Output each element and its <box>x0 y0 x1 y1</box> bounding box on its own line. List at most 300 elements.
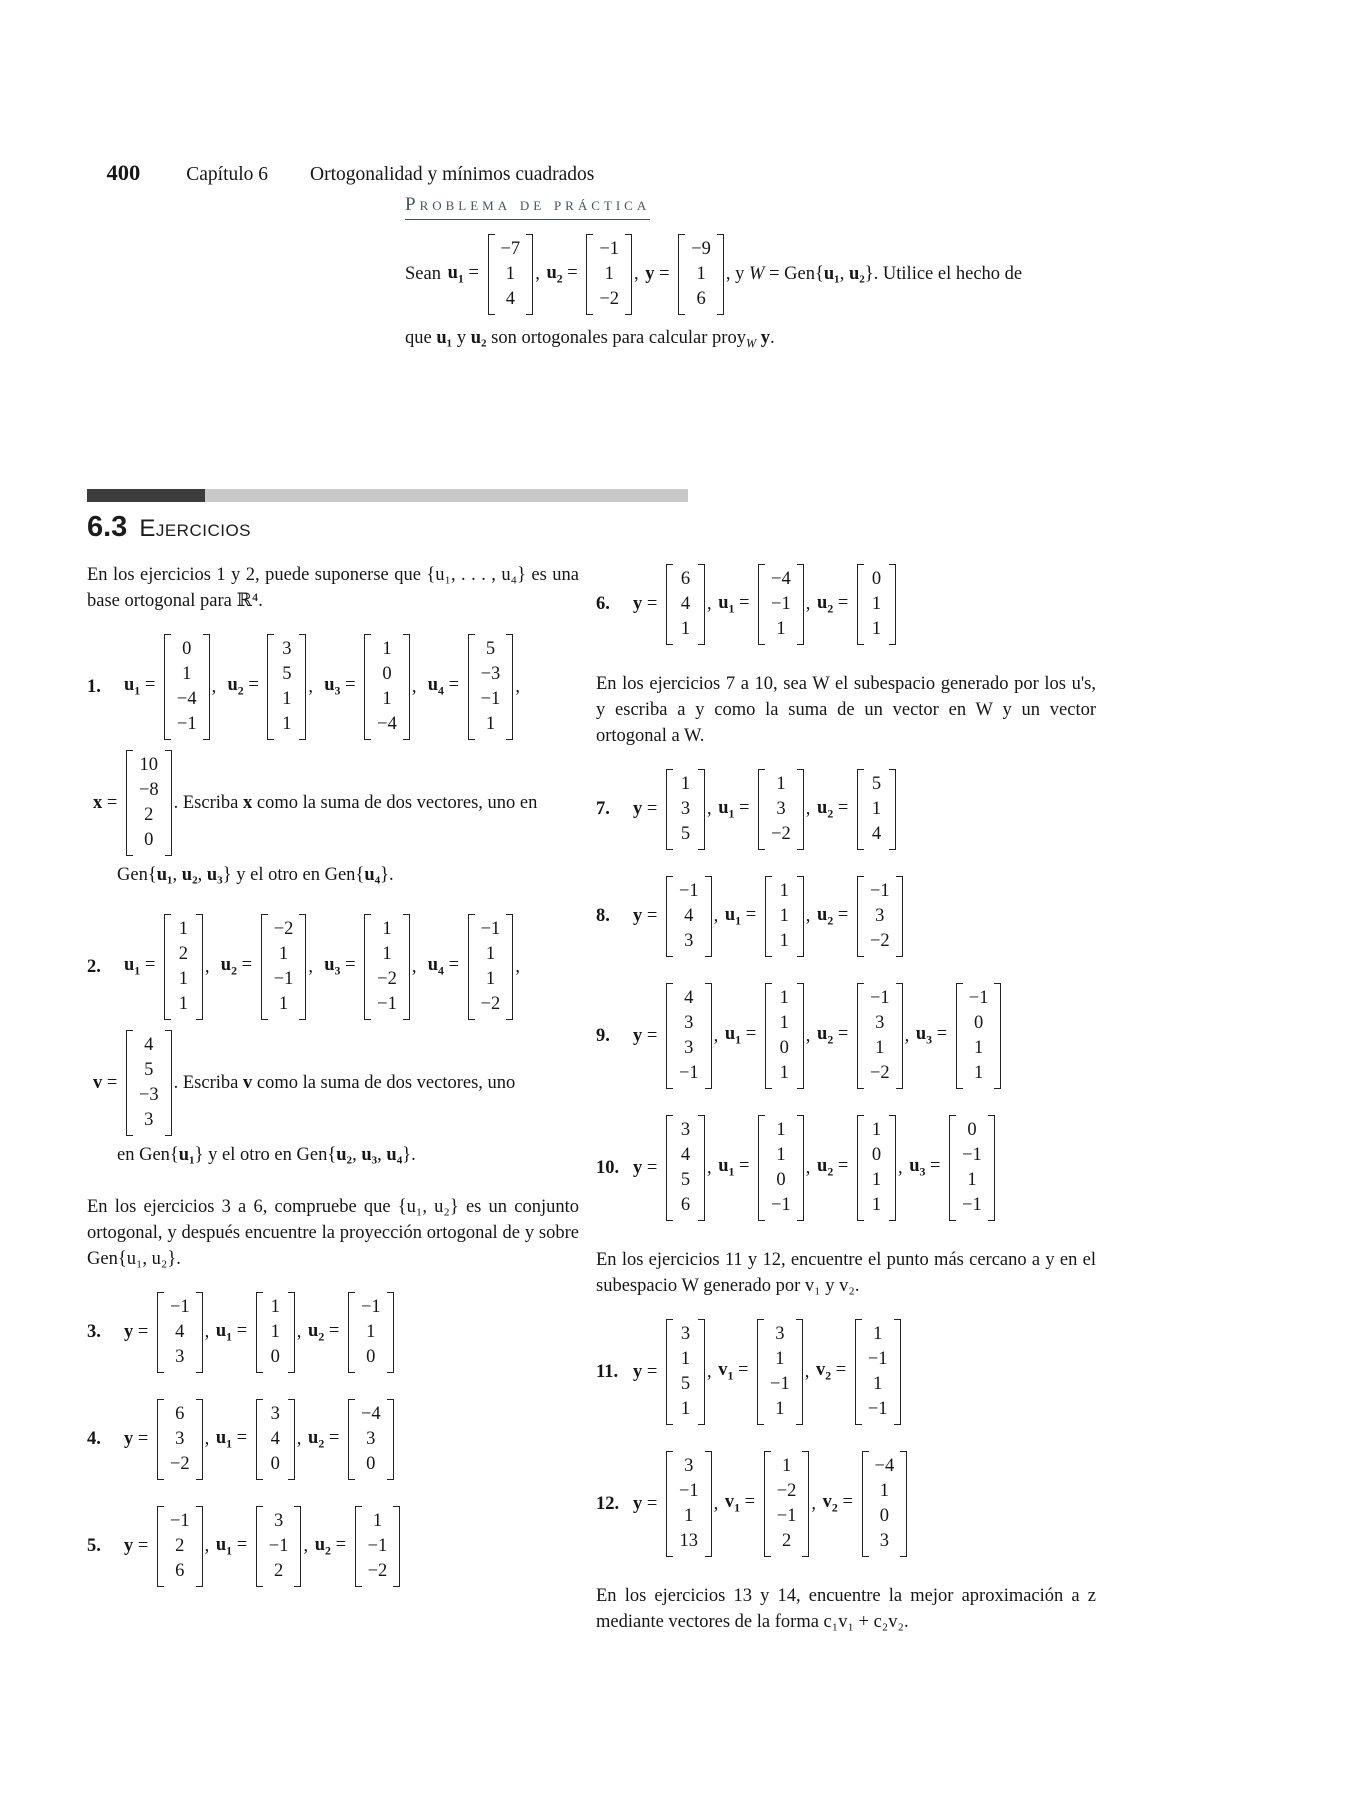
vector-entry: 5 <box>680 1374 691 1394</box>
matrix-entries <box>869 1451 901 1557</box>
vector-symbol: v <box>93 1072 103 1093</box>
vector-label <box>633 906 662 927</box>
vector-entry: 1 <box>178 919 189 939</box>
matrix-entries <box>864 876 896 957</box>
vector-entry: 1 <box>366 1322 376 1342</box>
exercise-number: 11. <box>596 1361 619 1382</box>
vector-label <box>633 1026 662 1047</box>
matrix-entries <box>355 1292 387 1373</box>
math-text: , <box>839 264 849 284</box>
text-line <box>117 1142 579 1168</box>
matrix-entries <box>956 1115 988 1221</box>
vector-subscript: 2 <box>827 1164 834 1179</box>
vector-entry: 3 <box>875 1013 885 1033</box>
left-bracket <box>364 634 371 740</box>
vector-v1 <box>725 1451 810 1557</box>
column-matrix <box>586 234 632 315</box>
vector-entry: −2 <box>480 994 501 1014</box>
math-line <box>596 769 1096 850</box>
vector-entry: 3 <box>680 799 691 819</box>
math-text: Gen{ <box>117 865 157 885</box>
matrix-entries <box>171 634 203 740</box>
vector-entry: 1 <box>871 1170 882 1190</box>
matrix-entries <box>171 914 196 1020</box>
vector-entry: 3 <box>274 1511 284 1531</box>
math-text: y <box>452 328 471 348</box>
practice-problem-heading: Problema de práctica <box>405 194 650 220</box>
matrix-entries <box>685 234 717 315</box>
right-bracket <box>506 634 513 740</box>
equals-sign: = <box>833 1024 853 1045</box>
section-heading <box>87 511 251 544</box>
vector-entry: −1 <box>771 1195 791 1215</box>
vector-subscript: 1 <box>457 271 464 286</box>
vector-symbol: u <box>124 675 135 696</box>
equals-sign: = <box>102 792 122 813</box>
matrix-entries <box>268 914 300 1020</box>
vector-entry: 1 <box>182 664 192 684</box>
matrix-entries <box>673 564 698 645</box>
vector-entry: 1 <box>776 1145 786 1165</box>
left-bracket <box>256 1506 263 1587</box>
math-text: }. <box>402 1145 416 1165</box>
vector-u1 <box>124 914 203 1020</box>
column-matrix <box>348 1399 394 1480</box>
column-matrix <box>757 1319 803 1425</box>
vector-symbol: u <box>724 904 736 925</box>
exercise-6 <box>596 564 1096 645</box>
vector-entry: 0 <box>144 830 154 850</box>
equals-sign: = <box>232 1427 252 1448</box>
math-text: , <box>204 1536 214 1556</box>
vector-entry: 5 <box>282 664 292 684</box>
vector-u2 <box>227 634 306 740</box>
equals-sign: = <box>140 675 160 696</box>
vector-u1 <box>124 634 210 740</box>
vector-entry: 4 <box>684 988 694 1008</box>
left-bracket <box>364 914 371 1020</box>
vector-u3 <box>324 914 410 1020</box>
right-bracket <box>705 983 712 1089</box>
column-matrix <box>666 983 712 1089</box>
vector-v1 <box>718 1319 803 1425</box>
math-text: , <box>352 1145 362 1165</box>
vector-label <box>633 799 662 820</box>
vector-entry: 3 <box>270 1404 280 1424</box>
math-line <box>405 234 1265 315</box>
vector-label <box>817 1156 853 1180</box>
vector-entry: 1 <box>372 1511 383 1531</box>
column-matrix <box>857 1115 896 1221</box>
vector-entry: −4 <box>360 1404 381 1424</box>
vector-label <box>816 1360 851 1384</box>
vector-label <box>817 1024 853 1048</box>
matrix-entries <box>475 634 507 740</box>
matrix-entries <box>673 1319 698 1425</box>
vector-symbol: u <box>427 955 439 976</box>
vector-entry: 1 <box>382 639 392 659</box>
vector-subscript: 1 <box>727 1368 734 1383</box>
vector-entry: −4 <box>377 714 397 734</box>
vector-subscript: 1 <box>226 1543 233 1558</box>
instructions-ex-13-14: En los ejercicios 13 y 14, encuentre la mejor aproximación a z mediante vectores de la forma c₁v₁ + c₂v₂. <box>596 1586 1096 1632</box>
vector-entry: 1 <box>776 1120 786 1140</box>
vector-entry: 1 <box>505 264 515 284</box>
matrix-entries <box>864 564 889 645</box>
vector-entry: −1 <box>480 919 501 939</box>
column-matrix <box>862 1451 908 1557</box>
right-bracket <box>988 1115 995 1221</box>
vector-symbol: u <box>308 1427 319 1448</box>
vector-entry: −2 <box>273 919 294 939</box>
right-bracket <box>994 983 1001 1089</box>
vector-entry: 13 <box>679 1531 699 1551</box>
vector-entry: 3 <box>684 1456 694 1476</box>
vector-entry: 1 <box>775 1349 785 1369</box>
italic-symbol: W <box>749 264 765 284</box>
vector-subscript: 1 <box>728 601 735 616</box>
vector-entry: −2 <box>771 824 791 844</box>
right-bracket <box>797 876 804 957</box>
matrix-entries <box>164 1399 196 1480</box>
vector-entry: −1 <box>480 689 501 709</box>
equals-sign: = <box>925 1156 946 1177</box>
vector-subscript: 2 <box>827 913 834 928</box>
vector-entry: 10 <box>139 755 159 775</box>
vector-entry: −2 <box>377 969 397 989</box>
matrix-entries <box>764 1319 796 1425</box>
vector-entry: 0 <box>871 569 882 589</box>
vector-entry: 1 <box>871 1120 882 1140</box>
vector-symbol: u <box>124 955 135 976</box>
vector-entry: 3 <box>684 931 694 951</box>
vector-entry: 1 <box>696 264 706 284</box>
math-text: , <box>713 906 723 926</box>
exercise-5 <box>87 1506 579 1587</box>
math-text: , <box>713 1025 723 1046</box>
column-matrix <box>157 1506 203 1587</box>
math-text: }. <box>380 865 394 885</box>
column-matrix <box>758 1115 804 1221</box>
vector-entry: 1 <box>779 906 789 926</box>
vector-symbol: u <box>427 675 439 696</box>
vector-entry: 2 <box>175 1536 185 1556</box>
column-matrix <box>164 914 203 1020</box>
math-line <box>596 876 1096 957</box>
vector-subscript: 1 <box>735 1032 742 1047</box>
right-bracket <box>403 914 410 1020</box>
left-bracket <box>267 634 274 740</box>
right-bracket <box>506 914 513 1020</box>
vector-subscript: 2 <box>825 1368 832 1383</box>
vector-entry: 1 <box>485 969 496 989</box>
equals-sign: = <box>740 1492 760 1513</box>
vector-entry: 2 <box>274 1561 284 1581</box>
vector-entry: −3 <box>138 1085 159 1105</box>
left-bracket <box>678 234 685 315</box>
column-matrix <box>666 769 705 850</box>
vector-symbol: u <box>718 1156 729 1177</box>
right-bracket <box>387 1292 394 1373</box>
vector-y <box>645 234 724 315</box>
right-bracket <box>797 769 804 850</box>
column-matrix <box>764 1451 810 1557</box>
left-bracket <box>857 769 864 850</box>
matrix-entries <box>772 983 797 1089</box>
exercise-number: 4. <box>87 1429 101 1449</box>
vector-subscript: 1 <box>728 1164 735 1179</box>
matrix-entries <box>133 750 165 856</box>
vector-entry: −8 <box>138 780 159 800</box>
math-text: , <box>204 956 219 977</box>
right-bracket <box>165 750 172 856</box>
right-bracket <box>288 1399 295 1480</box>
subscript-symbol: W <box>745 336 757 351</box>
vector-entry: −1 <box>273 969 294 989</box>
math-text: , <box>377 1145 387 1165</box>
vector-entry: 5 <box>680 824 691 844</box>
vector-entry: 3 <box>775 1324 785 1344</box>
practice-problem-section <box>405 194 1265 357</box>
bold-vector-symbol: v <box>242 1072 253 1093</box>
vector-label <box>124 675 160 699</box>
vector-symbol: v <box>718 1360 728 1381</box>
left-bracket <box>862 1451 869 1557</box>
vector-entry: 1 <box>178 994 189 1014</box>
math-text: en Gen{ <box>117 1145 179 1165</box>
vector-entry: 1 <box>873 1324 883 1344</box>
column-matrix <box>256 1506 302 1587</box>
vector-entry: −1 <box>771 594 791 614</box>
right-bracket <box>802 1451 809 1557</box>
vector-subscript: 3 <box>334 963 341 978</box>
column-matrix <box>857 769 896 850</box>
vector-entry: 1 <box>485 944 496 964</box>
column-matrix <box>678 234 724 315</box>
vector-entry: −1 <box>678 1063 699 1083</box>
bold-vector-symbol: u₂ <box>470 328 487 348</box>
vector-u1 <box>216 1399 295 1480</box>
vector-symbol: u <box>546 262 557 283</box>
matrix-entries <box>274 634 299 740</box>
equals-sign: = <box>831 1360 851 1381</box>
matrix-entries <box>371 634 403 740</box>
bold-vector-symbol: u₃ <box>206 865 223 885</box>
vector-entry: 6 <box>175 1404 185 1424</box>
vector-entry: 1 <box>270 1297 280 1317</box>
matrix-entries <box>862 1319 894 1425</box>
equals-sign: = <box>734 797 755 818</box>
math-line <box>91 750 579 856</box>
math-text: . Escriba <box>173 1072 243 1093</box>
section-divider-bar <box>87 489 688 502</box>
bold-vector-symbol: u₁ <box>436 328 453 348</box>
vector-entry: −1 <box>867 1399 888 1419</box>
right-bracket <box>203 634 210 740</box>
vector-symbol: u <box>324 675 335 696</box>
left-bracket <box>488 234 495 315</box>
column-matrix <box>261 914 307 1020</box>
math-text: }. Utilice el hecho de <box>864 264 1023 284</box>
matrix-entries <box>263 1292 288 1373</box>
vector-entry: 4 <box>270 1429 280 1449</box>
exercise-8 <box>596 876 1096 957</box>
vector-label <box>916 1024 952 1048</box>
math-text: , <box>515 676 520 697</box>
vector-symbol: u <box>447 262 458 283</box>
vector-entry: 4 <box>144 1035 154 1055</box>
vector-entry: 6 <box>696 289 706 309</box>
math-text: como la suma de dos vectores, uno en <box>252 792 538 813</box>
vector-label <box>315 1535 351 1559</box>
right-bracket <box>387 1399 394 1480</box>
exercise-10 <box>596 1115 1096 1221</box>
practice-problem-body <box>405 234 1265 357</box>
vector-y <box>633 1115 705 1221</box>
right-bracket <box>797 564 804 645</box>
vector-subscript: 2 <box>318 1329 325 1344</box>
matrix-entries <box>371 914 403 1020</box>
vector-entry: −3 <box>480 664 501 684</box>
vector-entry: 1 <box>775 1399 785 1419</box>
vector-subscript: 2 <box>231 963 237 978</box>
vector-entry: −1 <box>968 988 989 1008</box>
left-bracket <box>157 1506 164 1587</box>
vector-u4 <box>428 634 514 740</box>
vector-subscript: 4 <box>438 963 444 978</box>
math-text: } y el otro en Gen{ <box>194 1145 337 1165</box>
math-text: , <box>204 1322 214 1342</box>
left-bracket <box>256 1292 263 1373</box>
math-text: , <box>296 1322 307 1342</box>
vector-entry: 3 <box>680 1120 691 1140</box>
right-column <box>596 560 1096 1655</box>
column-matrix <box>364 914 410 1020</box>
left-bracket <box>157 1399 164 1480</box>
vector-symbol: u <box>817 592 828 613</box>
bold-vector-symbol: y <box>760 328 770 348</box>
left-bracket <box>857 1115 864 1221</box>
vector-label <box>817 798 853 822</box>
vector-entry: −2 <box>776 1481 797 1501</box>
math-line <box>87 1506 579 1587</box>
divider-dark-segment <box>87 489 205 502</box>
right-bracket <box>796 1319 803 1425</box>
equals-sign: = <box>140 955 160 976</box>
vector-entry: 0 <box>967 1120 977 1140</box>
vector-y <box>633 983 712 1089</box>
matrix-entries <box>593 234 625 315</box>
vector-label <box>124 1322 153 1343</box>
right-bracket <box>705 1451 712 1557</box>
vector-u2 <box>308 1292 394 1373</box>
matrix-entries <box>673 876 705 957</box>
exercise-number: 7. <box>596 799 610 819</box>
vector-symbol: u <box>817 904 828 925</box>
math-text: son ortogonales para calcular proy <box>486 328 746 348</box>
vector-symbol: y <box>124 1536 134 1556</box>
equals-sign: = <box>340 675 361 696</box>
column-matrix <box>666 876 712 957</box>
vector-entry: −1 <box>678 1481 699 1501</box>
vector-subscript: 2 <box>827 601 834 616</box>
equals-sign: = <box>642 594 662 614</box>
section-number: 6.3 <box>87 511 128 543</box>
vector-symbol: u <box>314 1534 326 1555</box>
math-text: , <box>713 1493 723 1514</box>
column-matrix <box>758 769 804 850</box>
left-bracket <box>468 634 475 740</box>
equals-sign: = <box>232 1320 252 1341</box>
vector-u1 <box>718 769 804 850</box>
column-matrix <box>355 1506 401 1587</box>
left-bracket <box>857 564 864 645</box>
equals-sign: = <box>443 955 464 976</box>
vector-entry: −1 <box>776 1506 797 1526</box>
left-bracket <box>765 876 772 957</box>
math-text: , <box>706 1157 717 1178</box>
vector-label <box>93 793 122 814</box>
vector-u2 <box>546 234 632 315</box>
exercise-11 <box>596 1319 1096 1425</box>
vector-entry: 1 <box>779 881 789 901</box>
vector-symbol: v <box>724 1492 735 1513</box>
left-bracket <box>949 1115 956 1221</box>
vector-subscript: 3 <box>919 1164 926 1179</box>
vector-u2 <box>817 1115 896 1221</box>
vector-y <box>124 1506 203 1587</box>
math-text: como la suma de dos vectores, uno <box>252 1072 516 1093</box>
left-bracket <box>666 1319 673 1425</box>
vector-symbol: y <box>633 1157 643 1178</box>
math-text: , <box>308 956 323 977</box>
vector-entry: 1 <box>974 1063 984 1083</box>
equals-sign: = <box>734 1156 755 1177</box>
vector-entry: 5 <box>871 774 882 794</box>
left-bracket <box>256 1399 263 1480</box>
vector-y <box>633 1451 712 1557</box>
column-matrix <box>855 1319 901 1425</box>
vector-entry: 4 <box>505 289 515 309</box>
right-bracket <box>698 769 705 850</box>
vector-entry: 3 <box>144 1110 154 1130</box>
equals-sign: = <box>833 592 853 613</box>
right-bracket <box>900 1451 907 1557</box>
vector-entry: 3 <box>366 1429 376 1449</box>
vector-label <box>909 1156 945 1180</box>
math-text: , <box>308 676 323 697</box>
exercise-number: 3. <box>87 1322 101 1342</box>
vector-label <box>718 593 754 617</box>
exercise-9 <box>596 983 1096 1089</box>
vector-entry: 0 <box>182 639 192 659</box>
matrix-entries <box>475 914 507 1020</box>
matrix-entries <box>963 983 995 1089</box>
vector-v2 <box>816 1319 901 1425</box>
math-line <box>596 1319 1096 1425</box>
left-bracket <box>126 1030 133 1136</box>
vector-label <box>823 1492 858 1516</box>
math-text: , <box>515 956 520 977</box>
vector-subscript: 4 <box>438 683 444 698</box>
equals-sign: = <box>133 1536 153 1556</box>
left-bracket <box>164 914 171 1020</box>
matrix-entries <box>864 769 889 850</box>
vector-entry: 3 <box>684 1013 694 1033</box>
column-matrix <box>256 1399 295 1480</box>
column-matrix <box>765 983 804 1089</box>
equals-sign: = <box>330 1534 351 1555</box>
